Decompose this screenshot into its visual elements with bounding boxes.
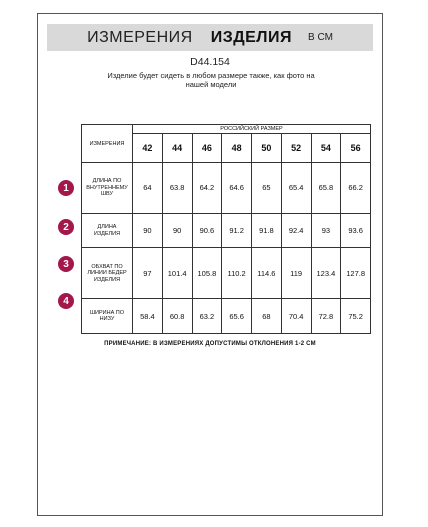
table-cell: 90.6 <box>192 213 222 248</box>
table-cell: 72.8 <box>311 299 341 334</box>
table-cell: 101.4 <box>162 248 192 299</box>
row-label <box>82 299 133 334</box>
table-cell: 70.4 <box>281 299 311 334</box>
label-line: ДЛИНА ПО <box>92 178 122 185</box>
table-cell: 65.8 <box>311 163 341 214</box>
label-line: ВНУТРЕННЕМУ <box>86 184 128 191</box>
table-cell: 58.4 <box>133 299 163 334</box>
fit-note-line-2: нашей модели <box>185 80 237 89</box>
banner-unit: В СМ <box>308 32 333 43</box>
label-line: ИЗДЕЛИЯ <box>93 276 121 283</box>
label-line: ШИРИНА ПО <box>89 309 124 316</box>
size-header: 48 <box>222 134 252 163</box>
table-cell: 93 <box>311 213 341 248</box>
badge-4-icon: 4 <box>58 293 74 309</box>
row-label <box>82 213 133 248</box>
table-cell: 91.8 <box>252 213 282 248</box>
table-row <box>82 248 371 299</box>
table-cell: 64.6 <box>222 163 252 214</box>
table-cell: 65.4 <box>281 163 311 214</box>
row-label <box>82 248 133 299</box>
label-line: ЛИНИИ БЕДЕР <box>87 270 127 277</box>
label-line: ШВУ <box>100 191 114 198</box>
table-cell: 123.4 <box>311 248 341 299</box>
measurements-header: ИЗМЕРЕНИЯ <box>82 125 133 163</box>
model-code: D44.154 <box>190 56 230 68</box>
table-cell: 110.2 <box>222 248 252 299</box>
row-label <box>82 163 133 214</box>
table-cell: 92.4 <box>281 213 311 248</box>
fit-note-line-1: Изделие будет сидеть в любом размере также, как фото на <box>107 71 315 80</box>
table-cell: 64.2 <box>192 163 222 214</box>
table-cell: 60.8 <box>162 299 192 334</box>
label-line: НИЗУ <box>99 316 115 323</box>
badge-3-icon: 3 <box>58 256 74 272</box>
table-cell: 105.8 <box>192 248 222 299</box>
table-cell: 90 <box>162 213 192 248</box>
tolerance-footnote: ПРИМЕЧАНИЕ: В ИЗМЕРЕНИЯХ ДОПУСТИМЫ ОТКЛОНЕНИЯ 1-2 СМ <box>104 341 316 347</box>
table-cell: 65.6 <box>222 299 252 334</box>
size-header: 50 <box>252 134 282 163</box>
table-cell: 63.8 <box>162 163 192 214</box>
size-header: 46 <box>192 134 222 163</box>
badge-1-icon: 1 <box>58 180 74 196</box>
label-line: ОБХВАТ ПО <box>91 263 123 270</box>
table-row <box>82 163 371 214</box>
table-cell: 114.6 <box>252 248 282 299</box>
size-table <box>81 124 371 334</box>
banner-word-measurements: ИЗМЕРЕНИЯ <box>87 28 193 46</box>
size-header: 56 <box>341 134 371 163</box>
banner-word-garment: ИЗДЕЛИЯ <box>210 28 293 46</box>
table-cell: 93.6 <box>341 213 371 248</box>
table-cell: 68 <box>252 299 282 334</box>
table-cell: 119 <box>281 248 311 299</box>
badge-2-icon: 2 <box>58 219 74 235</box>
table-cell: 97 <box>133 248 163 299</box>
russian-size-header: РОССИЙСКИЙ РАЗМЕР <box>133 125 371 134</box>
table-row <box>82 299 371 334</box>
table-cell: 66.2 <box>341 163 371 214</box>
label-line: ДЛИНА <box>97 224 117 231</box>
table-cell: 65 <box>252 163 282 214</box>
label-line: ИЗДЕЛИЯ <box>93 230 121 237</box>
table-cell: 64 <box>133 163 163 214</box>
table-row <box>82 213 371 248</box>
table-cell: 75.2 <box>341 299 371 334</box>
table-cell: 91.2 <box>222 213 252 248</box>
size-header: 54 <box>311 134 341 163</box>
table-cell: 90 <box>133 213 163 248</box>
table-cell: 63.2 <box>192 299 222 334</box>
table-cell: 127.8 <box>341 248 371 299</box>
size-chart-card <box>37 13 383 516</box>
size-header: 42 <box>133 134 163 163</box>
fit-note <box>68 71 354 89</box>
size-header: 44 <box>162 134 192 163</box>
size-header: 52 <box>281 134 311 163</box>
header-banner <box>47 24 373 51</box>
